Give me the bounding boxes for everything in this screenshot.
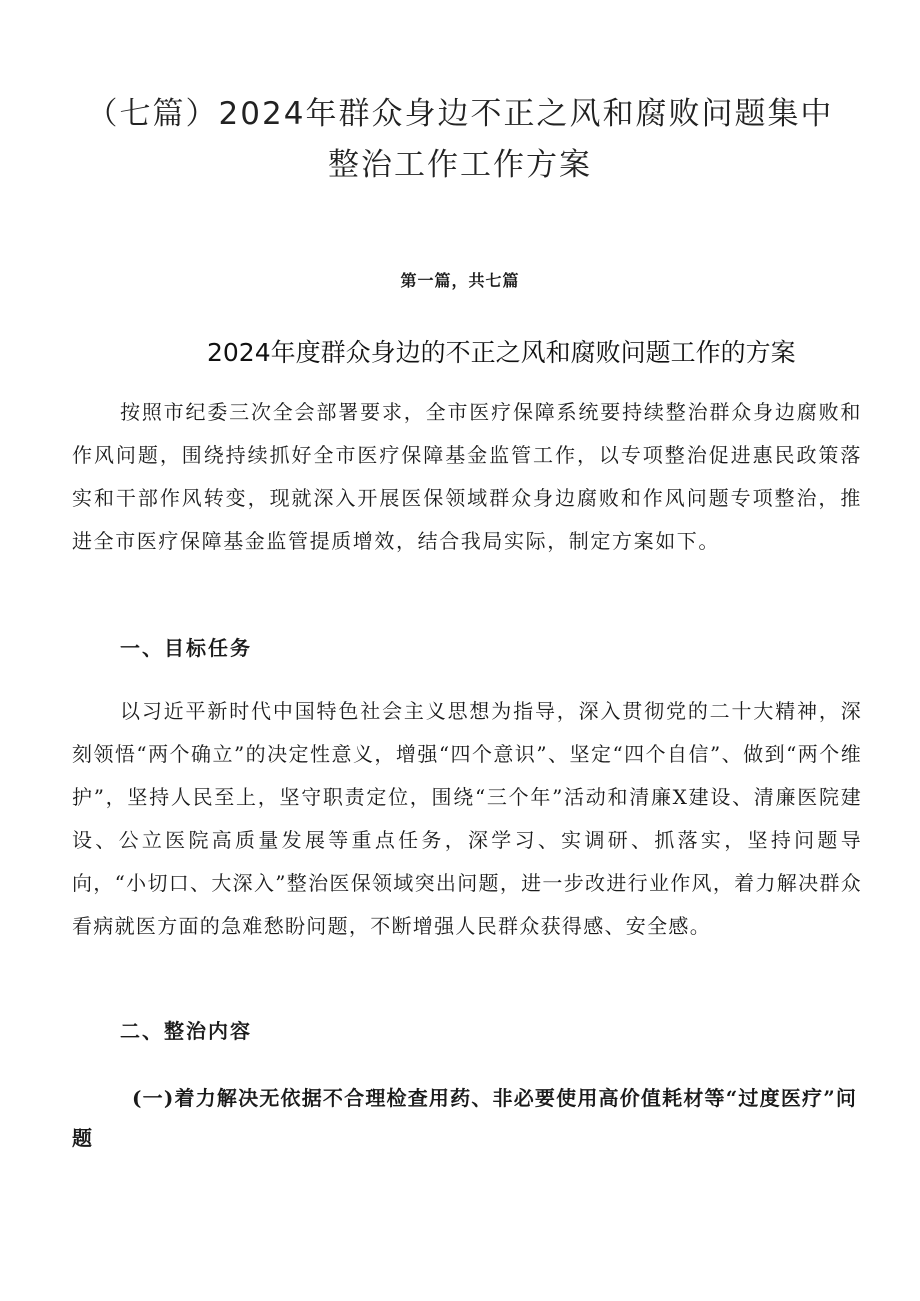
section-heading-goals: 一、目标任务	[120, 636, 252, 660]
document-subtitle: 2024年度群众身边的不正之风和腐败问题工作的方案	[207, 338, 796, 367]
document-title-line-2: 整治工作工作方案	[328, 147, 592, 183]
subsection-heading-overtreatment: (一)着力解决无依据不合理检查用药、非必要使用高价值耗材等“过度医疗”问题	[72, 1086, 858, 1150]
section-heading-content: 二、整治内容	[120, 1019, 252, 1043]
document-title-line-1: （七篇）2024年群众身边不正之风和腐败问题集中	[86, 96, 834, 132]
part-label: 第一篇，共七篇	[400, 271, 520, 290]
intro-paragraph: 按照市纪委三次全会部署要求，全市医疗保障系统要持续整治群众身边腐败和作风问题，围绕持续抓好全市医疗保障基金监管工作，以专项整治促进惠民政策落实和干部作风转变，现就深入开展医保领域群众身边腐败和作风问题专项整治，推进全市医疗保障基金监管提质增效，结合我局实际，制定方案如下。	[72, 400, 862, 553]
goals-paragraph: 以习近平新时代中国特色社会主义思想为指导，深入贯彻党的二十大精神，深刻领悟“两个确立”的决定性意义，增强“四个意识”、坚定“四个自信”、做到“两个维护”，坚持人民至上，坚守职责定位，围绕“三个年”活动和清廉X建设、清廉医院建设、公立医院高质量发展等重点任务，深学习、实调研、抓落实，坚持问题导向，“小切口、大深入”整治医保领域突出问题，进一步改进行业作风，着力解决群众看病就医方面的急难愁盼问题，不断增强人民群众获得感、安全感。	[72, 699, 862, 938]
